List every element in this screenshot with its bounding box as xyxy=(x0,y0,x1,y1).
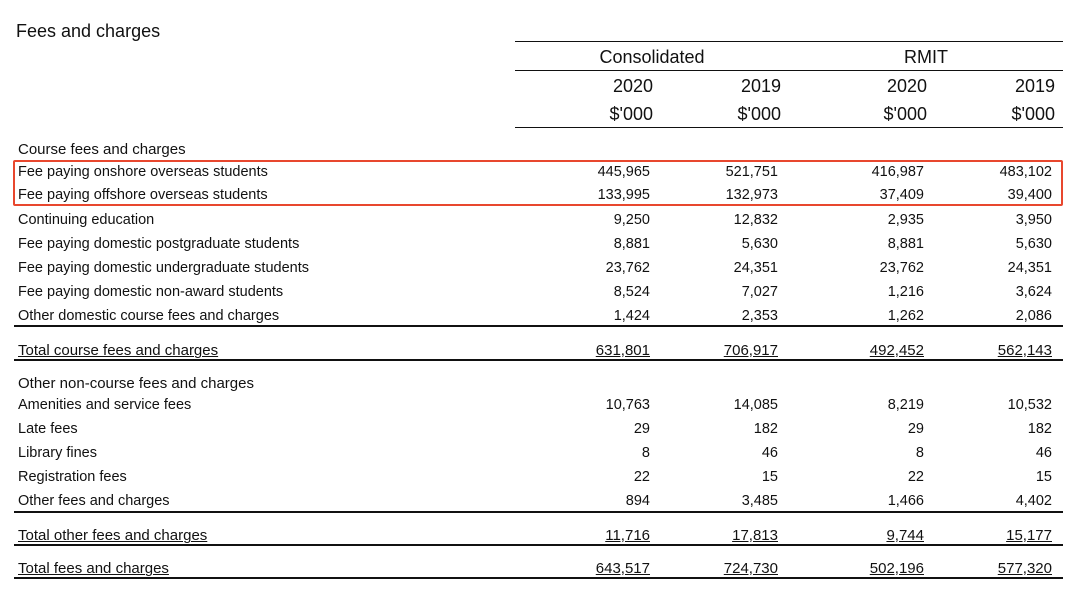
cell-value: 7,027 xyxy=(741,284,778,300)
group-header-consolidated: Consolidated xyxy=(599,47,705,67)
cell-value: 22 xyxy=(907,469,924,485)
row-label: Registration fees xyxy=(18,469,127,485)
cell-value: 724,730 xyxy=(723,560,778,577)
header-top-rule xyxy=(515,41,1063,42)
header-mid-rule xyxy=(515,70,1063,71)
cell-value: 894 xyxy=(625,493,650,509)
cell-value: 5,630 xyxy=(1015,236,1052,252)
cell-value: 706,917 xyxy=(723,342,778,359)
cell-value: 8,219 xyxy=(887,397,924,413)
row-label: Other domestic course fees and charges xyxy=(18,308,280,324)
row-label: Fee paying domestic undergraduate students xyxy=(18,260,309,276)
table-row xyxy=(18,465,1058,489)
section-heading-course: Course fees and charges xyxy=(18,141,186,158)
cell-value: 14,085 xyxy=(733,397,778,413)
cell-value: 133,995 xyxy=(597,187,650,203)
cell-value: 24,351 xyxy=(733,260,778,276)
subtotal-rule xyxy=(14,325,1063,327)
cell-value: 577,320 xyxy=(997,560,1052,577)
cell-value: 46 xyxy=(761,445,778,461)
cell-value: 15 xyxy=(761,469,778,485)
cell-value: 8 xyxy=(641,445,650,461)
cell-value: 22 xyxy=(633,469,650,485)
row-label: Library fines xyxy=(18,445,97,461)
cell-value: 8,524 xyxy=(613,284,650,300)
cell-value: 562,143 xyxy=(997,342,1052,359)
row-label: Other fees and charges xyxy=(18,493,170,509)
cell-value: 23,762 xyxy=(879,260,924,276)
cell-value: 416,987 xyxy=(871,164,924,180)
row-label: Late fees xyxy=(18,421,78,437)
cell-value: 483,102 xyxy=(999,164,1052,180)
cell-value: 1,216 xyxy=(887,284,924,300)
cell-value: 2,935 xyxy=(887,212,924,228)
cell-value: 15,177 xyxy=(1006,527,1052,544)
cell-value: 643,517 xyxy=(595,560,650,577)
cell-value: 12,832 xyxy=(733,212,778,228)
cell-value: 3,624 xyxy=(1015,284,1052,300)
year-header: 2019 xyxy=(740,76,781,96)
cell-value: 39,400 xyxy=(1007,187,1052,203)
cell-value: 2,086 xyxy=(1015,308,1052,324)
cell-value: 8,881 xyxy=(887,236,924,252)
cell-value: 2,353 xyxy=(741,308,778,324)
unit-header: $'000 xyxy=(883,104,927,124)
row-label: Total fees and charges xyxy=(18,560,169,577)
row-label: Continuing education xyxy=(18,212,155,228)
table-row xyxy=(18,441,1058,465)
table-row xyxy=(18,417,1058,441)
subtotal-rule xyxy=(14,511,1063,513)
cell-value: 5,630 xyxy=(741,236,778,252)
cell-value: 445,965 xyxy=(597,164,650,180)
highlight-box xyxy=(13,160,1063,206)
cell-value: 29 xyxy=(633,421,650,437)
table-row xyxy=(18,232,1058,256)
unit-header: $'000 xyxy=(737,104,781,124)
cell-value: 3,950 xyxy=(1015,212,1052,228)
cell-value: 3,485 xyxy=(741,493,778,509)
row-label: Total course fees and charges xyxy=(18,342,219,359)
row-label: Fee paying offshore overseas students xyxy=(18,187,268,203)
row-label: Fee paying domestic postgraduate students xyxy=(18,236,300,252)
header-bottom-rule xyxy=(515,127,1063,128)
cell-value: 502,196 xyxy=(869,560,924,577)
cell-value: 1,424 xyxy=(613,308,650,324)
cell-value: 182 xyxy=(753,421,778,437)
cell-value: 8,881 xyxy=(613,236,650,252)
year-header: 2019 xyxy=(1014,76,1055,96)
cell-value: 1,262 xyxy=(887,308,924,324)
total-rule xyxy=(14,359,1063,361)
cell-value: 29 xyxy=(907,421,924,437)
cell-value: 521,751 xyxy=(725,164,778,180)
cell-value: 37,409 xyxy=(879,187,924,203)
unit-header: $'000 xyxy=(1011,104,1055,124)
cell-value: 11,716 xyxy=(605,527,650,544)
total-rule xyxy=(14,544,1063,546)
cell-value: 10,763 xyxy=(605,397,650,413)
table-row xyxy=(18,489,1058,513)
table-row xyxy=(18,393,1058,417)
cell-value: 4,402 xyxy=(1015,493,1052,509)
cell-value: 46 xyxy=(1035,445,1052,461)
cell-value: 17,813 xyxy=(732,527,778,544)
group-header-rmit: RMIT xyxy=(904,47,948,67)
cell-value: 631,801 xyxy=(595,342,650,359)
cell-value: 23,762 xyxy=(605,260,650,276)
section-heading-other: Other non-course fees and charges xyxy=(18,375,254,392)
cell-value: 1,466 xyxy=(887,493,924,509)
cell-value: 132,973 xyxy=(725,187,778,203)
cell-value: 9,744 xyxy=(886,527,924,544)
cell-value: 24,351 xyxy=(1007,260,1052,276)
cell-value: 10,532 xyxy=(1007,397,1052,413)
row-label: Fee paying onshore overseas students xyxy=(18,164,268,180)
year-header: 2020 xyxy=(886,76,927,96)
row-label: Total other fees and charges xyxy=(18,527,208,544)
cell-value: 182 xyxy=(1027,421,1052,437)
row-label: Fee paying domestic non-award students xyxy=(18,284,284,300)
year-header: 2020 xyxy=(612,76,653,96)
table-row xyxy=(18,208,1058,232)
page-title: Fees and charges xyxy=(16,21,161,41)
cell-value: 9,250 xyxy=(613,212,650,228)
row-label: Amenities and service fees xyxy=(18,397,192,413)
unit-header: $'000 xyxy=(609,104,653,124)
cell-value: 15 xyxy=(1035,469,1052,485)
table-row xyxy=(18,256,1058,280)
cell-value: 8 xyxy=(915,445,924,461)
grand-total-rule xyxy=(14,577,1063,579)
cell-value: 492,452 xyxy=(869,342,924,359)
table-row xyxy=(18,280,1058,304)
